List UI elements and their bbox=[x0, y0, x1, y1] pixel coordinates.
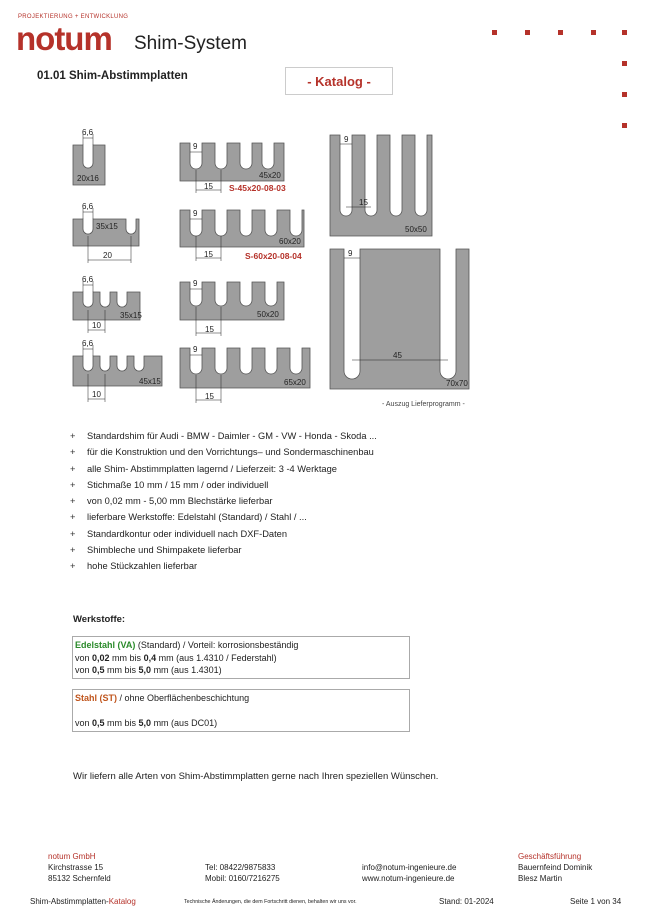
catalog-label: - Katalog - bbox=[285, 67, 393, 95]
size-b2: 60x20 bbox=[279, 237, 301, 246]
page-number: Seite 1 von 34 bbox=[570, 897, 622, 906]
pitch-a3: 10 bbox=[92, 321, 101, 330]
dim-b3: 9 bbox=[193, 279, 198, 288]
doc-name: Shim-Abstimmplatten-Katalog bbox=[30, 897, 136, 906]
footer-management: Geschäftsführung Bauernfeind Dominik Blesz Martin bbox=[518, 852, 593, 883]
dim-a2: 6,6 bbox=[82, 202, 94, 211]
stahl-box: Stahl (ST) / ohne Oberflächenbeschichtung von 0,5 mm bis 5,0 mm (aus DC01) bbox=[72, 689, 410, 732]
pitch-a4: 10 bbox=[92, 390, 101, 399]
size-c1: 50x50 bbox=[405, 225, 427, 234]
tagline: PROJEKTIERUNG + ENTWICKLUNG bbox=[18, 14, 129, 20]
section-title: 01.01 Shim-Abstimmplatten bbox=[37, 70, 188, 82]
pitch-b4: 15 bbox=[205, 392, 214, 401]
size-b3: 50x20 bbox=[257, 310, 279, 319]
figure-note: - Auszug Lieferprogramm - bbox=[382, 401, 465, 408]
pitch-b3: 15 bbox=[205, 325, 214, 334]
shim-70x70 bbox=[330, 249, 469, 389]
pitch-c1: 15 bbox=[359, 198, 368, 207]
size-a2: 35x15 bbox=[96, 222, 118, 231]
dim-c2: 9 bbox=[348, 249, 353, 258]
edelstahl-name: Edelstahl (VA) bbox=[75, 640, 136, 650]
size-a4: 45x15 bbox=[139, 377, 161, 386]
stand-date: Stand: 01-2024 bbox=[439, 897, 494, 906]
stahl-name: Stahl (ST) bbox=[75, 693, 117, 703]
size-a3: 35x15 bbox=[120, 311, 142, 320]
email-link[interactable]: info@notum-ingenieure.de bbox=[362, 863, 457, 872]
code-b2: S-60x20-08-04 bbox=[245, 251, 302, 261]
shim-drawings bbox=[0, 0, 650, 420]
size-c2: 70x70 bbox=[446, 379, 468, 388]
dim-b1: 9 bbox=[193, 142, 198, 151]
edelstahl-box: Edelstahl (VA) (Standard) / Vorteil: korrosionsbeständig von 0,02 mm bis 0,4 mm (aus 1.4310 / Federstahl) von 0,5 mm bis 5,0 mm (aus 1.4301) bbox=[72, 636, 410, 679]
dim-a1: 6,6 bbox=[82, 128, 94, 137]
size-a1: 20x16 bbox=[77, 174, 99, 183]
size-b1: 45x20 bbox=[259, 171, 281, 180]
code-b1: S-45x20-08-03 bbox=[229, 183, 286, 193]
dim-c1: 9 bbox=[344, 135, 349, 144]
web-link[interactable]: www.notum-ingenieure.de bbox=[362, 874, 455, 883]
werkstoffe-title: Werkstoffe: bbox=[73, 614, 126, 625]
company-name: notum GmbH bbox=[48, 852, 96, 861]
pitch-b2: 15 bbox=[204, 250, 213, 259]
pitch-a2: 20 bbox=[103, 251, 112, 260]
dim-a3: 6,6 bbox=[82, 275, 94, 284]
size-b4: 65x20 bbox=[284, 378, 306, 387]
footer-contact bbox=[362, 862, 456, 884]
product-title: Shim-System bbox=[134, 33, 247, 54]
dim-b2: 9 bbox=[193, 209, 198, 218]
pitch-c2: 45 bbox=[393, 351, 402, 360]
dim-a4: 6,6 bbox=[82, 339, 94, 348]
dim-b4: 9 bbox=[193, 345, 198, 354]
notum-logo: notum bbox=[16, 20, 112, 57]
closing-text: Wir liefern alle Arten von Shim-Abstimmplatten gerne nach Ihren speziellen Wünschen. bbox=[73, 771, 439, 782]
footer-address: notum GmbH Kirchstrasse 15 85132 Schernfeld bbox=[48, 852, 111, 883]
pitch-b1: 15 bbox=[204, 182, 213, 191]
footer-phone: Tel: 08422/9875833 Mobil: 0160/7216275 bbox=[205, 863, 280, 883]
shim-50x50 bbox=[330, 135, 432, 236]
disclaimer: Technische Änderungen, die dem Fortschritt dienen, behalten wir uns vor. bbox=[184, 899, 357, 905]
